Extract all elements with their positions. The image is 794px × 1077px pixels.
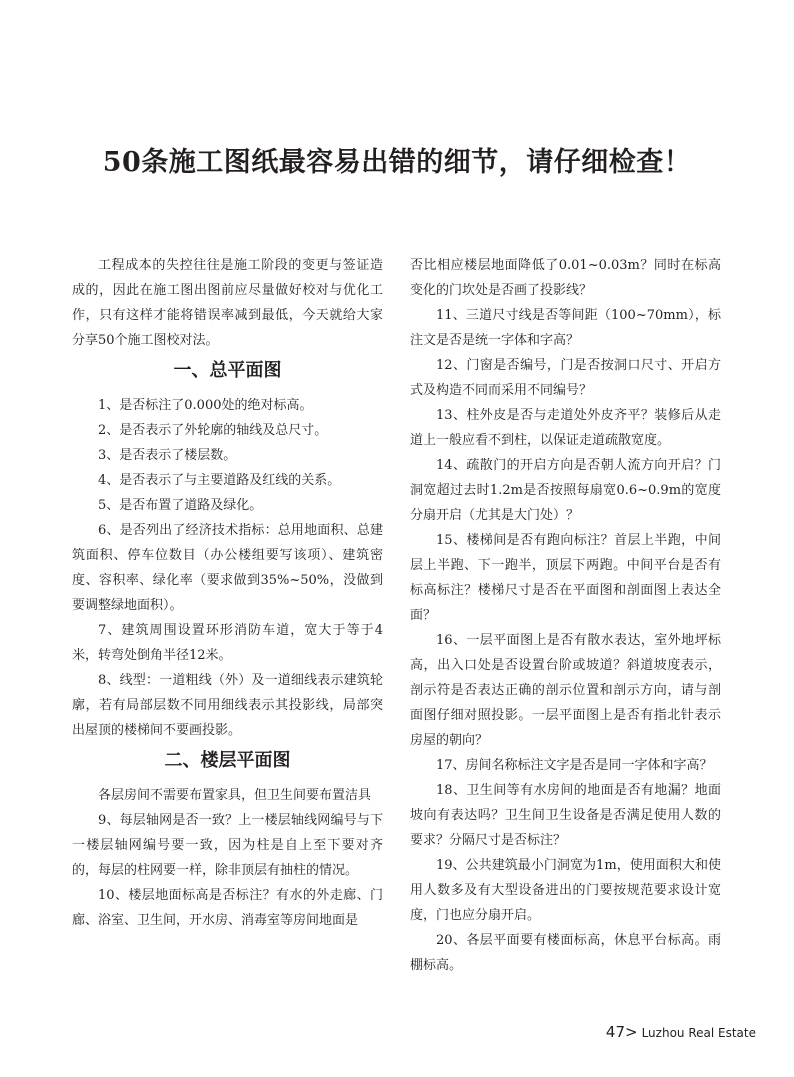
paragraph: 4、是否表示了与主要道路及红线的关系。 [98,473,341,488]
paragraph: 9、每层轴网是否一致？上一楼层轴线网编号与下一楼层轴网编号要一致，因为柱是自上至下要对齐的，每层的柱网要一样，除非顶层有抽柱的情况。 [72,813,383,878]
paragraph: 14、疏散门的开启方向是否朝人流方向开启？门洞宽超过去时1.2m是否按照每扇宽0.6~0.9m的宽度分扇开启（尤其是大门处）？ [410,458,721,523]
page-title: 50条施工图纸最容易出错的细节，请仔细检查！ [102,147,692,178]
paragraph: 3、是否表示了楼层数。 [98,448,237,463]
paragraph: 8、线型：一道粗线（外）及一道细线表示建筑轮廓，若有局部层数不同用细线表示其投影线，局部突出屋顶的楼梯间不要画投影。 [72,673,383,738]
paragraph: 5、是否布置了道路及绿化。 [98,498,263,513]
paragraph: 各层房间不需要布置家具，但卫生间要布置洁具 [98,788,372,803]
page-footer [606,1022,756,1041]
paragraph: 工程成本的失控往往是施工阶段的变更与签证造成的，因此在施工图出图前应尽量做好校对与优化工作，只有这样才能将错误率减到最低，今天就给大家分享50个施工图校对法。 [72,258,383,348]
right-column [410,253,721,978]
paragraph: 12、门窗是否编号，门是否按洞口尺寸、开启方式及构造不同而采用不同编号？ [410,358,721,398]
paragraph: 15、楼梯间是否有跑向标注？首层上半跑，中间层上半跑、下一跑半，顶层下两跑。中间平台是否有标高标注？楼梯尺寸是否在平面图和剖面图上表达全面？ [410,533,721,623]
paragraph: 13、柱外皮是否与走道处外皮齐平？装修后从走道上一般应看不到柱，以保证走道疏散宽度。 [410,408,721,448]
page-number: 47> [605,1023,638,1041]
paragraph: 10、楼层地面标高是否标注？有水的外走廊、门廊、浴室、卫生间，开水房、消毒室等房间地面是 [72,888,383,928]
paragraph: 11、三道尺寸线是否等间距（100~70mm），标注文是否是统一字体和字高？ [410,308,721,348]
paragraph: 18、卫生间等有水房间的地面是否有地漏？地面坡向有表达吗？卫生间卫生设备是否满足使用人数的要求？分隔尺寸是否标注？ [410,783,721,848]
paragraph: 16、一层平面图上是否有散水表达，室外地坪标高，出入口处是否设置台阶或坡道？斜道坡度表示，剖示符是否表达正确的剖示位置和剖示方向，请与剖面图仔细对照投影。一层平面图上是否有指北针表示房屋的朝向？ [410,633,721,748]
left-column [72,253,383,933]
paragraph: 19、公共建筑最小门洞宽为1m，使用面积大和使用人数多及有大型设备进出的门要按规范要求设计宽度，门也应分扇开启。 [410,858,721,923]
paragraph: 否比相应楼层地面降低了0.01~0.03m？同时在标高变化的门坎处是否画了投影线？ [410,258,721,298]
section-heading: 一、总平面图 [173,360,282,381]
section-heading: 二、楼层平面图 [164,750,291,771]
paragraph: 6、是否列出了经济技术指标：总用地面积、总建筑面积、停车位数目（办公楼组要写该项）、建筑密度、容积率、绿化率（要求做到35%~50%，没做到要调整绿地面积）。 [72,523,383,613]
paragraph: 7、建筑周围设置环形消防车道，宽大于等于4米，转弯处倒角半径12米。 [72,623,383,663]
paragraph: 1、是否标注了0.000处的绝对标高。 [98,398,313,413]
paragraph: 20、各层平面要有楼面标高，休息平台标高。雨棚标高。 [410,933,721,973]
paragraph: 2、是否表示了外轮廓的轴线及总尺寸。 [98,423,328,438]
magazine-name: Luzhou Real Estate [641,1026,756,1040]
paragraph: 17、房间名称标注文字是否是同一字体和字高？ [436,758,713,773]
